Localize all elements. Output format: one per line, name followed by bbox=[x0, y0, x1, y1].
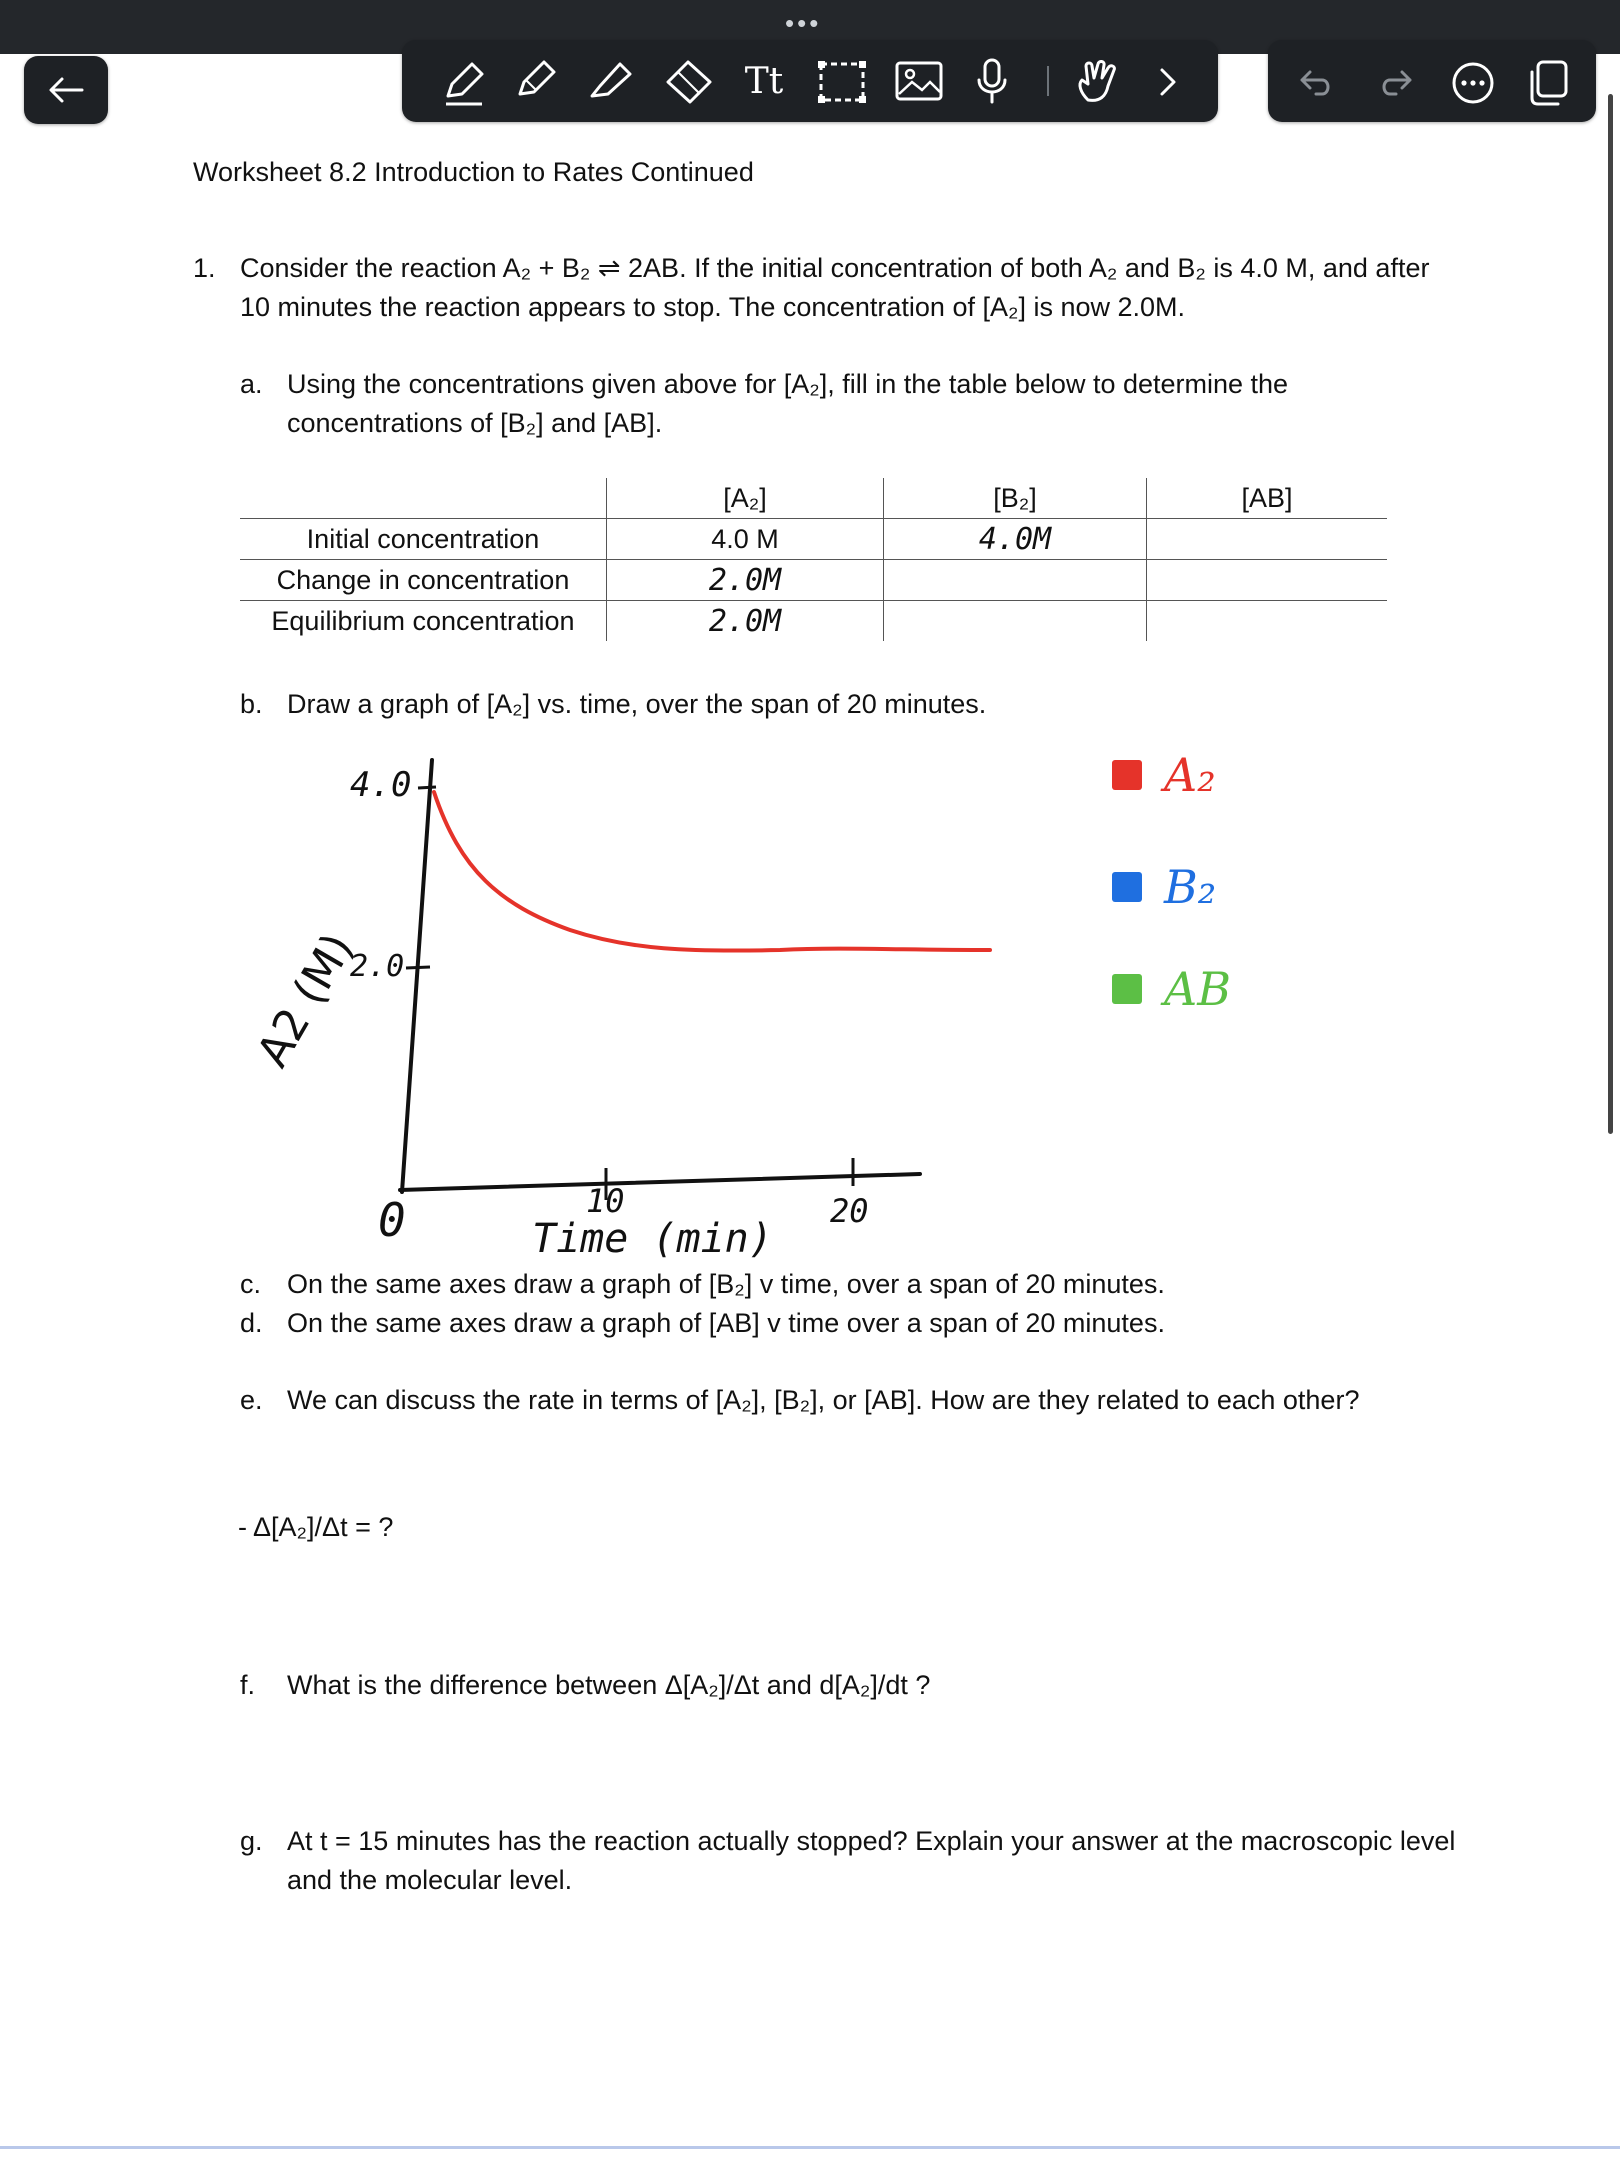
concentration-table bbox=[240, 478, 1387, 641]
part-f-text: What is the difference between Δ[A₂]/Δt and d[A₂]/dt ? bbox=[287, 1670, 931, 1700]
red-swatch-icon bbox=[1112, 760, 1142, 790]
legend-label-a2: A₂ bbox=[1164, 748, 1216, 802]
y-tick-top-label: 4.0 bbox=[350, 765, 412, 805]
table-row bbox=[240, 560, 1387, 601]
table-header-ab: [AB] bbox=[1147, 478, 1388, 519]
text-tool-icon[interactable] bbox=[739, 58, 789, 104]
cell-a2-handwritten[interactable]: 2.0M bbox=[607, 601, 884, 642]
pencil-icon[interactable] bbox=[512, 58, 562, 104]
part-g-label: g. bbox=[240, 1826, 263, 1856]
back-button[interactable] bbox=[24, 56, 108, 124]
y-axis-label: A2 (M) bbox=[247, 924, 364, 1076]
x-tick-10-label: 10 bbox=[586, 1182, 625, 1220]
document-controls bbox=[1268, 40, 1596, 122]
table-header-row bbox=[240, 478, 1387, 519]
question-1-number: 1. bbox=[193, 253, 216, 283]
a2-curve bbox=[434, 792, 990, 951]
cell-ab[interactable] bbox=[1147, 519, 1388, 560]
legend-item-ab bbox=[1112, 962, 1231, 1016]
table-header-a2: [A₂] bbox=[607, 478, 884, 519]
part-f-label: f. bbox=[240, 1670, 256, 1700]
part-e-label: e. bbox=[240, 1385, 263, 1415]
cell-b2[interactable] bbox=[884, 560, 1147, 601]
part-d-label: d. bbox=[240, 1308, 263, 1338]
toolbar-divider bbox=[1047, 66, 1049, 96]
blue-swatch-icon bbox=[1112, 872, 1142, 902]
cell-a2-handwritten[interactable]: 2.0M bbox=[607, 560, 884, 601]
undo-icon[interactable] bbox=[1296, 62, 1336, 102]
part-c-label: c. bbox=[240, 1269, 262, 1299]
cell-a2[interactable]: 4.0 M bbox=[607, 519, 884, 560]
y-axis-line bbox=[402, 760, 432, 1192]
cell-ab[interactable] bbox=[1147, 560, 1388, 601]
hand-touch-icon[interactable] bbox=[1072, 56, 1122, 106]
table-header-blank bbox=[240, 478, 607, 519]
worksheet-title: Worksheet 8.2 Introduction to Rates Continued bbox=[193, 157, 754, 187]
rate-formula: - Δ[A₂]/Δt = ? bbox=[238, 1512, 394, 1542]
question-1-text: Consider the reaction A₂ + B₂ ⇌ 2AB. If the initial concentration of both A₂ and B₂ is 4.0 M, and after 10 minutes the reaction appears to stop. The concentration of [A₂] is now 2.0M. bbox=[240, 253, 1430, 322]
cell-b2-handwritten[interactable]: 4.0M bbox=[884, 519, 1147, 560]
table-row bbox=[240, 519, 1387, 560]
microphone-icon[interactable] bbox=[972, 56, 1012, 106]
lasso-select-icon[interactable] bbox=[816, 58, 868, 106]
x-origin-label: 0 bbox=[378, 1193, 406, 1247]
redo-icon[interactable] bbox=[1376, 62, 1416, 102]
highlighter-icon[interactable] bbox=[586, 58, 636, 104]
part-b-text: Draw a graph of [A₂] vs. time, over the span of 20 minutes. bbox=[287, 689, 987, 719]
part-b-label: b. bbox=[240, 689, 263, 719]
text-tool-label: Tt bbox=[744, 60, 784, 102]
y-tick-mid-label: 2.0 bbox=[350, 949, 405, 984]
legend-item-b2 bbox=[1112, 860, 1216, 914]
arrow-left-icon bbox=[46, 73, 86, 107]
green-swatch-icon bbox=[1112, 974, 1142, 1004]
row-label: Initial concentration bbox=[306, 523, 540, 554]
pen-icon[interactable] bbox=[438, 58, 488, 108]
pages-icon[interactable] bbox=[1526, 58, 1572, 108]
part-g-text: At t = 15 minutes has the reaction actually stopped? Explain your answer at the macroscopic level and the molecular level. bbox=[287, 1826, 1456, 1895]
part-c-text: On the same axes draw a graph of [B₂] v time, over a span of 20 minutes. bbox=[287, 1269, 1165, 1299]
part-a-label: a. bbox=[240, 369, 263, 399]
page-bottom-border bbox=[0, 2146, 1620, 2149]
legend-label-b2: B₂ bbox=[1164, 860, 1217, 914]
image-icon[interactable] bbox=[894, 58, 944, 104]
vertical-scrollbar[interactable] bbox=[1608, 94, 1613, 1134]
eraser-icon[interactable] bbox=[664, 58, 714, 104]
handwritten-graph[interactable] bbox=[240, 740, 1000, 1280]
table-header-b2: [B₂] bbox=[884, 478, 1147, 519]
y-tick-top-mark bbox=[418, 787, 436, 788]
part-e-text: We can discuss the rate in terms of [A₂], [B₂], or [AB]. How are they related to each other? bbox=[287, 1385, 1360, 1415]
table-row bbox=[240, 601, 1387, 642]
legend-item-a2 bbox=[1112, 748, 1216, 802]
window-grabber[interactable]: ••• bbox=[785, 8, 822, 38]
row-label: Equilibrium concentration bbox=[271, 605, 575, 636]
part-a-text: Using the concentrations given above for [A₂], fill in the table below to determine the concentrations of [B₂] and [AB]. bbox=[287, 369, 1289, 438]
drawing-toolbar bbox=[402, 40, 1218, 122]
cell-b2[interactable] bbox=[884, 601, 1147, 642]
x-axis-line bbox=[400, 1174, 920, 1190]
part-d-text: On the same axes draw a graph of [AB] v time over a span of 20 minutes. bbox=[287, 1308, 1165, 1338]
legend-label-ab: AB bbox=[1164, 962, 1232, 1016]
x-axis-label: Time (min) bbox=[532, 1216, 773, 1262]
chevron-right-icon[interactable] bbox=[1152, 62, 1182, 102]
row-label: Change in concentration bbox=[276, 564, 570, 595]
y-tick-mid-mark bbox=[406, 967, 430, 968]
cell-ab[interactable] bbox=[1147, 601, 1388, 642]
x-tick-20-label: 20 bbox=[830, 1192, 869, 1230]
more-options-icon[interactable] bbox=[1450, 60, 1496, 106]
